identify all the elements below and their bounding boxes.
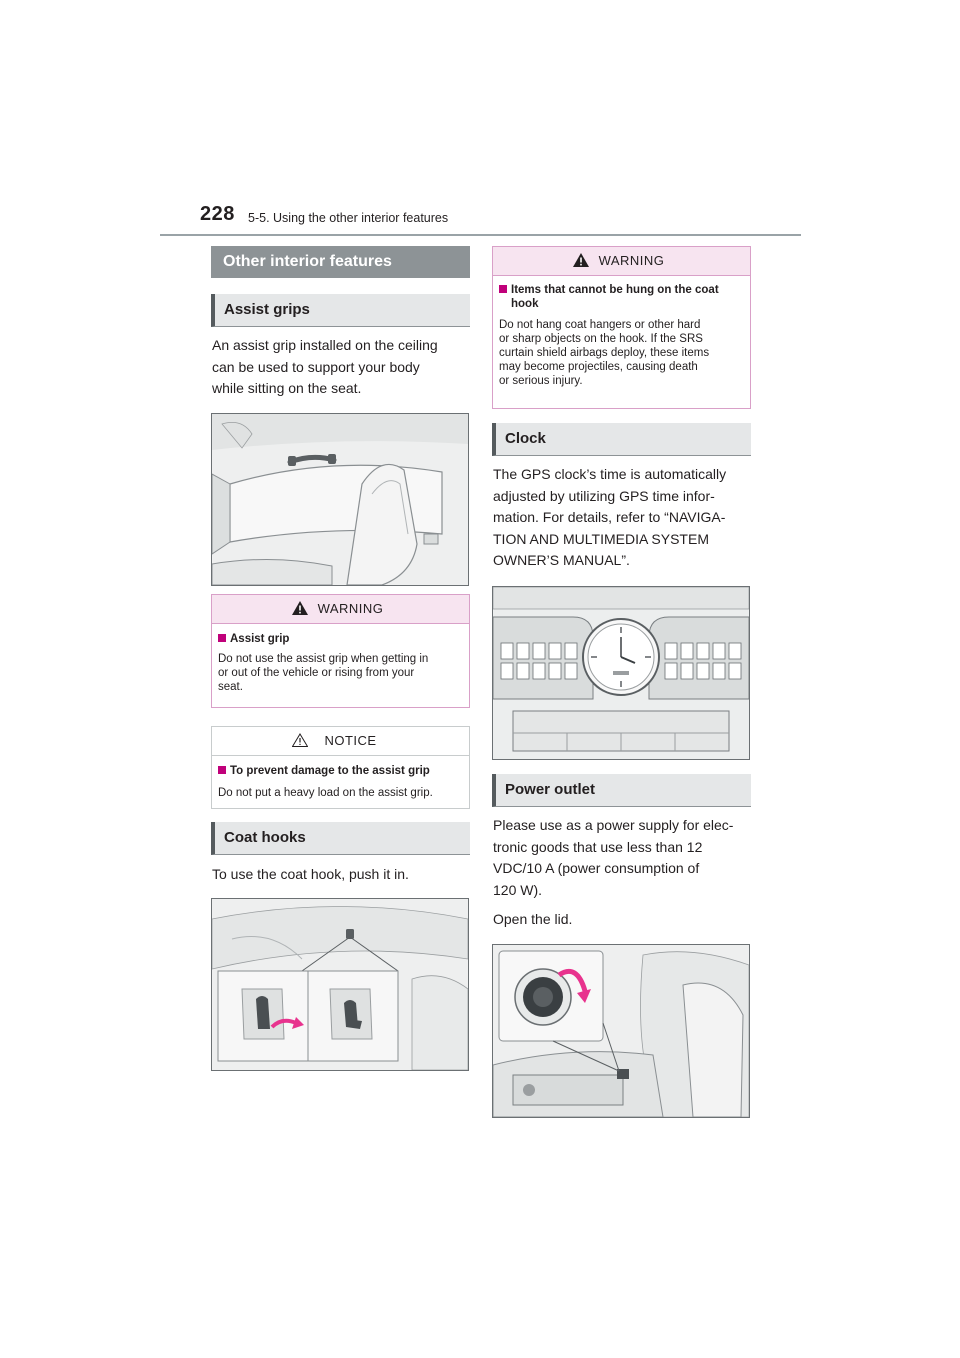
header-divider	[160, 234, 801, 236]
warning-subheading	[493, 283, 750, 311]
page-number: 228	[200, 203, 235, 225]
warning-text-line: may become projectiles, causing death	[499, 361, 698, 373]
power-outlet-illustration	[492, 944, 750, 1118]
coat-hook-illustration	[211, 898, 469, 1071]
body-line: Please use as a power supply for elec-	[493, 817, 734, 833]
assist-grips-heading: Assist grips	[211, 294, 470, 327]
body-line: tronic goods that use less than 12	[493, 838, 703, 855]
warning-subheading-line: Items that cannot be hung on the coat	[511, 284, 719, 296]
bullet-square	[499, 285, 507, 293]
body-line: An assist grip installed on the ceiling	[212, 337, 438, 353]
body-line: The GPS clock’s time is automatically	[493, 466, 727, 482]
warning-text-line: Do not use the assist grip when getting in	[218, 653, 429, 665]
clock-heading: Clock	[492, 423, 751, 456]
assist-grip-illustration	[211, 413, 469, 586]
assist-grip-notice-box	[211, 726, 470, 809]
bullet-square	[218, 634, 226, 642]
notice-text: Do not put a heavy load on the assist grip.	[218, 787, 433, 799]
warning-text-line: or serious injury.	[499, 375, 583, 387]
body-line: while sitting on the seat.	[212, 380, 362, 396]
main-heading: Other interior features	[211, 246, 470, 278]
caution-icon	[292, 733, 308, 747]
warning-text-line: or out of the vehicle or rising from your	[218, 667, 415, 679]
assist-grips-body	[212, 335, 472, 400]
clock-illustration	[492, 586, 750, 760]
power-outlet-instruction: Open the lid.	[493, 911, 573, 927]
assist-grip-warning-box	[211, 594, 470, 708]
warning-text	[493, 311, 750, 388]
warning-header	[493, 247, 750, 276]
warning-subheading-line: hook	[511, 298, 539, 310]
warning-text-line: Do not hang coat hangers or other hard	[499, 319, 701, 331]
notice-subheading	[212, 764, 469, 778]
warning-text-line: curtain shield airbags deploy, these items	[499, 347, 710, 359]
body-line: adjusted by utilizing GPS time infor-	[493, 487, 715, 504]
warning-text-line: or sharp objects on the hook. If the SRS	[499, 333, 703, 345]
warning-subheading-text: Assist grip	[230, 633, 290, 645]
body-line: OWNER’S MANUAL”.	[493, 552, 630, 568]
body-line: VDC/10 A (power consumption of	[493, 860, 700, 876]
body-line: 120 W).	[493, 881, 543, 898]
coat-hooks-heading: Coat hooks	[211, 822, 470, 855]
warning-title: WARNING	[598, 253, 665, 268]
body-line: TION AND MULTIMEDIA SYSTEM	[493, 530, 709, 547]
warning-subheading	[212, 632, 469, 646]
warning-icon	[292, 601, 308, 615]
notice-title: NOTICE	[324, 733, 377, 748]
notice-header	[212, 727, 469, 756]
warning-title: WARNING	[317, 601, 384, 616]
warning-header	[212, 595, 469, 624]
section-title: 5-5. Using the other interior features	[248, 211, 449, 225]
body-line: can be used to support your body	[212, 358, 420, 375]
bullet-square	[218, 766, 226, 774]
coat-hooks-body: To use the coat hook, push it in.	[212, 866, 409, 882]
coat-hook-warning-box	[492, 246, 751, 409]
power-outlet-body	[493, 815, 755, 901]
warning-icon	[573, 253, 589, 267]
body-line: mation. For details, refer to “NAVIGA-	[493, 509, 726, 525]
power-outlet-heading: Power outlet	[492, 774, 751, 807]
clock-body	[493, 464, 755, 572]
notice-subheading-text: To prevent damage to the assist grip	[230, 765, 430, 777]
warning-text	[212, 646, 469, 694]
warning-text-line: seat.	[218, 681, 243, 693]
